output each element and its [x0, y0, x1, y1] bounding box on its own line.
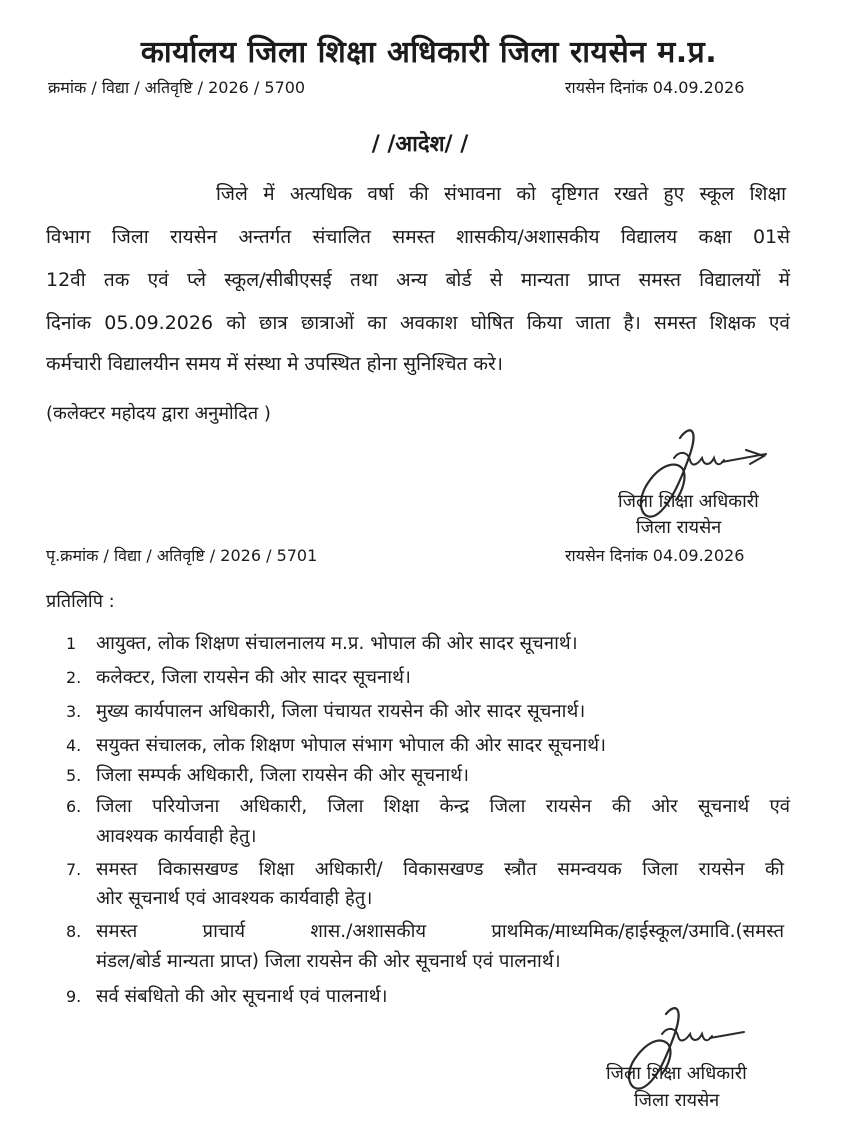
signature-1-graphic: [628, 420, 778, 530]
copy-item-2-text: कलेक्टर, जिला रायसेन की ओर सादर सूचनार्थ।: [96, 667, 411, 688]
copy-item-7-number: 7.: [66, 860, 82, 879]
copy-item-7-text-line-1: समस्त विकासखण्ड शिक्षा अधिकारी/ विकासखण्ड स्त्रौत समन्वयक जिला रायसेन की: [96, 859, 784, 880]
copy-item-6-text-line-2: आवश्यक कार्यवाही हेतु।: [96, 826, 257, 847]
approval-note: (कलेक्टर महोदय द्वारा अनुमोदित ): [46, 403, 271, 424]
order-line-3: 12वी तक एवं प्ले स्कूल/सीबीएसई तथा अन्य बोर्ड से मान्यता प्राप्त समस्त विद्यालयों में: [46, 269, 790, 291]
copy-item-5-number: 5.: [66, 766, 82, 785]
order-line-1: जिले में अत्यधिक वर्षा की संभावना को दृष्टिगत रखते हुए स्कूल शिक्षा: [216, 183, 786, 205]
copy-item-4-number: 4.: [66, 736, 82, 755]
order-reference-number: क्रमांक / विद्या / अतिवृष्टि / 2026 / 5700: [48, 78, 306, 97]
order-line-5: कर्मचारी विद्यालयीन समय में संस्था मे उपस्थित होना सुनिश्चित करे।: [46, 353, 503, 375]
copy-item-1-number: 1: [66, 634, 77, 653]
copy-item-7-text-line-2: ओर सूचनार्थ एवं आवश्यक कार्यवाही हेतु।: [96, 888, 373, 909]
signature-1-district: जिला रायसेन: [636, 517, 722, 538]
copy-item-2-number: 2.: [66, 668, 82, 687]
copy-item-8-text-line-1: समस्त प्राचार्य शास./अशासकीय प्राथमिक/माध्यमिक/हाईस्कूल/उमावि.(समस्त: [96, 921, 784, 942]
copy-item-3-text: मुख्य कार्यपालन अधिकारी, जिला पंचायत रायसेन की ओर सादर सूचनार्थ।: [96, 701, 586, 722]
copy-item-5-text: जिला सम्पर्क अधिकारी, जिला रायसेन की ओर सूचनार्थ।: [96, 765, 470, 786]
copy-item-9-number: 9.: [66, 987, 82, 1006]
copy-item-3-number: 3.: [66, 702, 82, 721]
copy-item-6-text-line-1: जिला परियोजना अधिकारी, जिला शिक्षा केन्द्र जिला रायसेन की ओर सूचनार्थ एवं: [96, 796, 790, 817]
order-heading: / /आदेश/ /: [371, 132, 469, 157]
copy-item-1-text: आयुक्त, लोक शिक्षण संचालनालय म.प्र. भोपाल की ओर सादर सूचनार्थ।: [96, 633, 578, 654]
signature-2-designation: जिला शिक्षा अधिकारी: [606, 1063, 747, 1084]
copy-item-9-text: सर्व संबधितो की ओर सूचनार्थ एवं पालनार्थ।: [96, 986, 388, 1007]
endorsement-place-date: रायसेन दिनांक 04.09.2026: [565, 546, 745, 565]
office-title: कार्यालय जिला शिक्षा अधिकारी जिला रायसेन म.प्र.: [140, 35, 718, 70]
signature-2-graphic: [618, 1000, 758, 1100]
copy-item-4-text: सयुक्त संचालक, लोक शिक्षण भोपाल संभाग भोपाल की ओर सादर सूचनार्थ।: [96, 735, 607, 756]
order-place-date: रायसेन दिनांक 04.09.2026: [565, 78, 745, 97]
copy-to-label: प्रतिलिपि :: [46, 591, 115, 612]
signature-2-district: जिला रायसेन: [634, 1090, 720, 1111]
copy-item-6-number: 6.: [66, 797, 82, 816]
order-line-2: विभाग जिला रायसेन अन्तर्गत संचालित समस्त शासकीय/अशासकीय विद्यालय कक्षा 01से: [46, 226, 790, 248]
signature-1-designation: जिला शिक्षा अधिकारी: [618, 491, 759, 512]
endorsement-reference-number: पृ.क्रमांक / विद्या / अतिवृष्टि / 2026 / 5701: [46, 546, 318, 565]
copy-item-8-text-line-2: मंडल/बोर्ड मान्यता प्राप्त) जिला रायसेन की ओर सूचनार्थ एवं पालनार्थ।: [96, 951, 561, 972]
copy-item-8-number: 8.: [66, 922, 82, 941]
order-line-4: दिनांक 05.09.2026 को छात्र छात्राओं का अवकाश घोषित किया जाता है। समस्त शिक्षक एवं: [46, 312, 790, 334]
